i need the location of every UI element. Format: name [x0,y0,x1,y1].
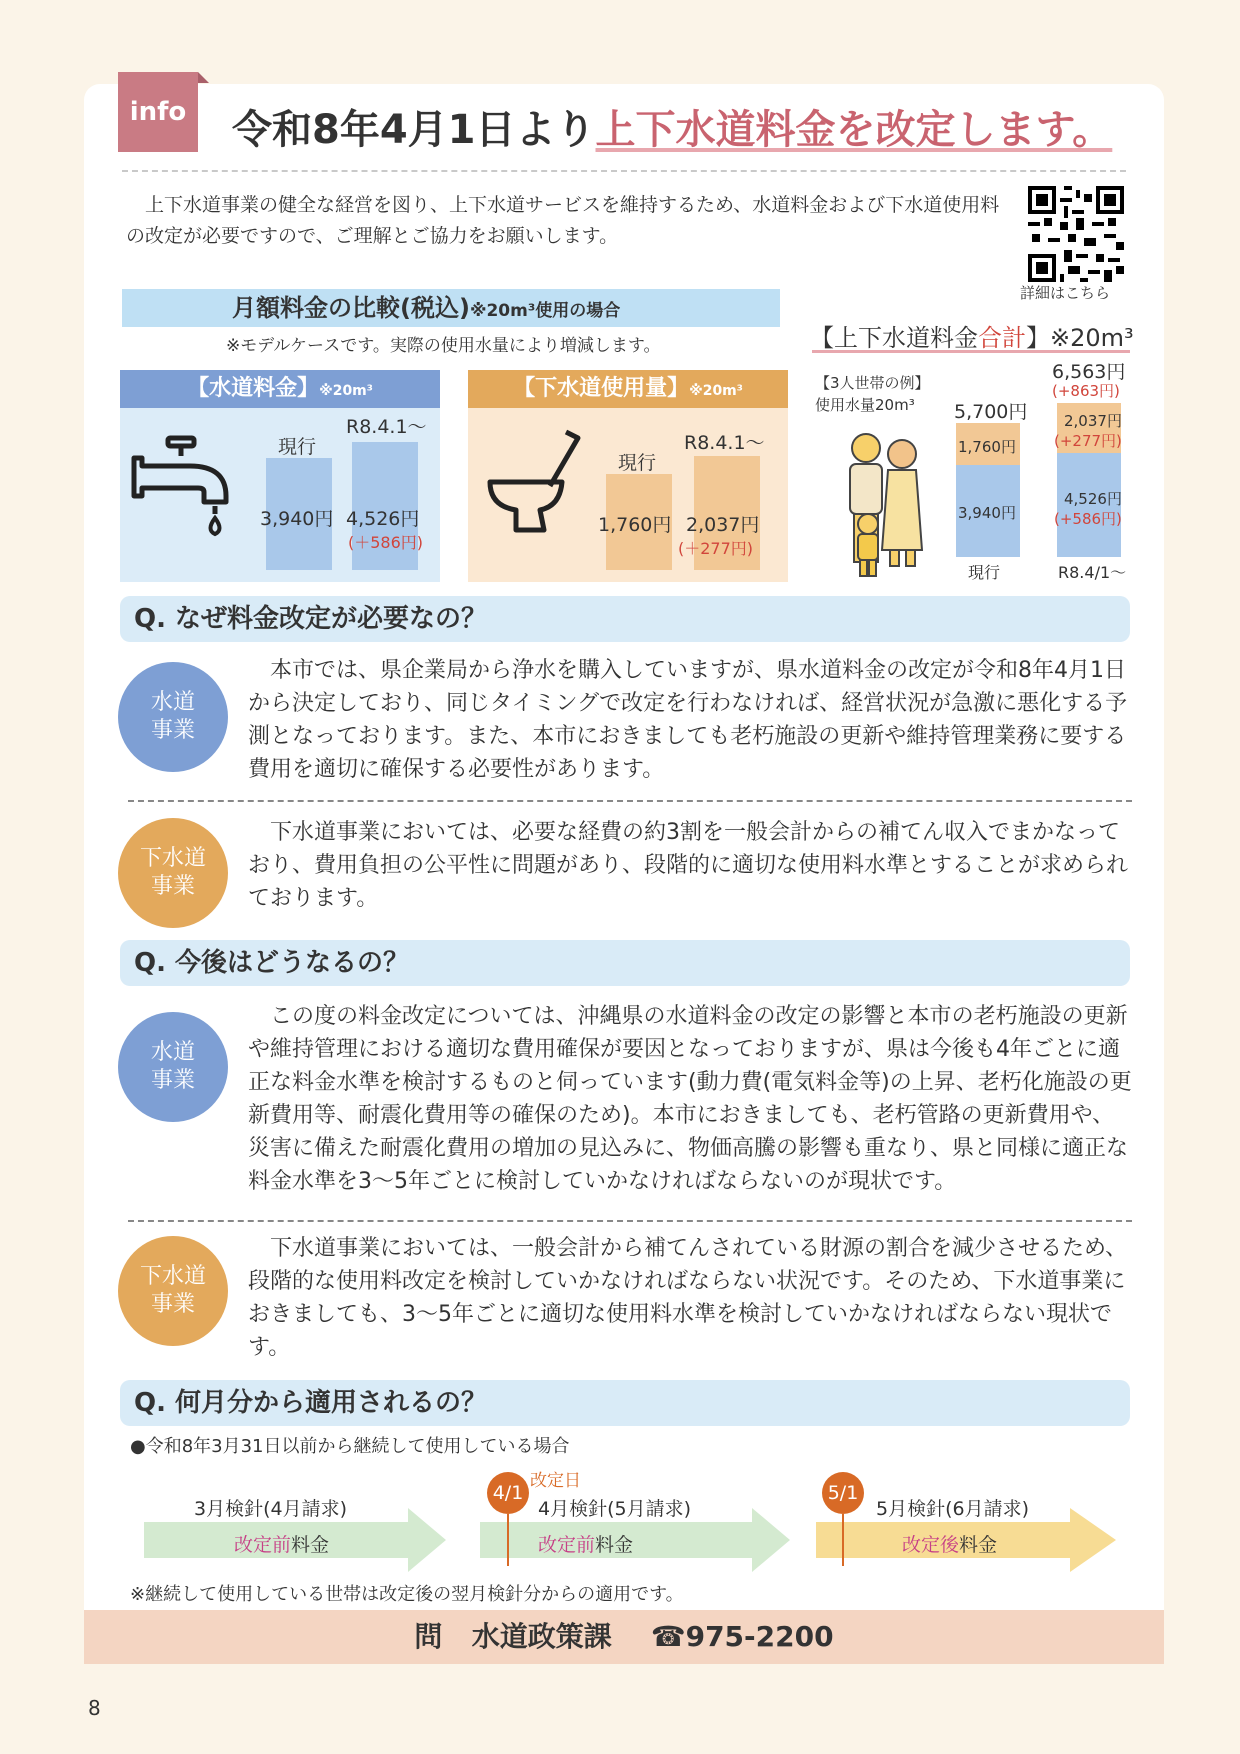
total-underline [812,350,1130,353]
date-marker-5-1: 5/1 [822,1472,864,1514]
water-panel [120,370,440,582]
total-title: 【上下水道料金合計】※20m³ [810,324,1134,352]
arrow3-top: 5月検針(6月請求) [876,1498,1030,1520]
arrow3-bottom: 改定後料金 [902,1534,998,1556]
total-new-sewer-diff: (+277円) [1054,432,1122,450]
q3-note-bottom: ※継続して使用している世帯は改定後の翌月検針分からの適用です。 [130,1584,684,1605]
total-new-total-diff: (+863円) [1052,382,1120,400]
contact-footer [84,1610,1164,1664]
sewer-panel [468,370,788,582]
arrow1-bottom: 改定前料金 [234,1534,330,1556]
sewer-diff: (＋277円) [678,539,754,558]
divider [128,800,1132,802]
total-current-sewer: 1,760円 [958,438,1016,456]
water-current-value: 3,940円 [260,508,334,530]
sewer-new-value: 2,037円 [686,514,760,536]
page-title: 令和8年4月1日より上下水道料金を改定します。 [232,107,1113,153]
q2-sewer-text: 下水道事業においては、一般会計から補てんされている財源の割合を減少させるため、段階的な使用料改定を検討していかなければならない状況です。そのため、下水道事業におきましても、3～5年ごとに適切な使用料水準を検討していかなければならない現状です。 [248,1236,1128,1360]
q1-sewer-text: 下水道事業においては、必要な経費の約3割を一般会計からの補てん収入でまかなっており、費用負担の公平性に問題があり、段階的に適切な使用料水準とすることが求められております。 [248,820,1129,911]
water-new-label: R8.4.1～ [346,416,427,438]
total-new-total: 6,563円 [1052,361,1126,383]
sewer-current-label: 現行 [618,452,657,474]
arrow1-top: 3月検針(4月請求) [194,1498,348,1520]
intro-text: 上下水道事業の健全な経営を図り、上下水道サービスを維持するため、水道料金および下水道使用料の改定が必要ですので、ご理解とご協力をお願いします。 [126,194,1000,247]
total-current-total: 5,700円 [954,401,1028,423]
total-new-sewer: 2,037円 [1064,412,1122,430]
arrow2-bottom: 改定前料金 [538,1534,634,1556]
qr-code[interactable] [1028,186,1124,282]
contact-label: 問 [414,1620,443,1653]
water-new-value: 4,526円 [346,508,420,530]
q1-water-badge: 水道 事業 [118,662,228,772]
total-new-water: 4,526円 [1064,490,1122,508]
comparison-title: 月額料金の比較(税込)※20m³使用の場合 [122,289,780,327]
comparison-note: ※モデルケースです。実際の使用水量により増減します。 [226,336,661,356]
water-diff: (＋586円) [348,533,424,552]
q2-water-text: この度の料金改定については、沖縄県の水道料金の改定の影響と本市の老朽施設の更新や維持管理における適切な費用確保が要因となっておりますが、県は今後も4年ごとに適正な料金水準を検討するものと伺っています(動力費(電気料金等)の上昇、老朽化施設の更新費用等、耐震化費用等の確保のため)。本市におきましても、老朽管路の更新費用や、災害に備えた耐震化費用の増加の見込みに、物価高騰の影響も重なり、県と同様に適正な料金水準を3～5年ごとに検討していかなければならないのが現状です。 [248,1004,1132,1194]
water-panel-head: 【水道料金】※20m³ [120,370,440,408]
date-line [842,1514,844,1566]
total-new-water-diff: (+586円) [1054,510,1122,528]
family-icon [838,420,930,580]
contact-dept: 水道政策課 [471,1620,612,1653]
page-number: 8 [88,1696,101,1720]
qr-label: 詳細はこちら [1020,284,1111,302]
sewer-current-value: 1,760円 [598,514,672,536]
arrow2-top: 4月検針(5月請求) [538,1498,692,1520]
date-marker-4-1: 4/1 [487,1472,529,1514]
toilet-icon [486,426,590,536]
water-current-label: 現行 [278,436,317,458]
q3-title: Q. 何月分から適用されるの？ [120,1380,1130,1426]
total-current-water: 3,940円 [958,504,1016,522]
total-current-label: 現行 [968,563,1001,582]
date-line [507,1514,509,1566]
kaiteibi-label: 改定日 [530,1471,581,1491]
q2-water-badge: 水道 事業 [118,1012,228,1122]
total-new-label: R8.4/1～ [1058,563,1127,582]
q1-sewer-badge: 下水道 事業 [118,818,228,928]
q2-title: Q. 今後はどうなるの？ [120,940,1130,986]
faucet-icon [130,430,242,540]
info-tag: info [118,72,198,152]
divider [122,170,1126,172]
q3-note-top: ●令和8年3月31日以前から継続して使用している場合 [130,1436,570,1457]
total-example: 【3人世帯の例】 使用水量20m³ [815,374,930,414]
divider [128,1220,1132,1222]
sewer-panel-head: 【下水道使用量】※20m³ [468,370,788,408]
q2-sewer-badge: 下水道 事業 [118,1236,228,1346]
q1-water-text: 本市では、県企業局から浄水を購入していますが、県水道料金の改定が令和8年4月1日から決定しており、同じタイミングで改定を行わなければ、経営状況が急激に悪化する予測となっております。また、本市におきましても老朽施設の更新や維持管理業務に要する費用を適切に確保する必要性があります。 [248,658,1128,782]
contact-phone[interactable]: ☎975-2200 [650,1620,834,1653]
q1-title: Q. なぜ料金改定が必要なの？ [120,596,1130,642]
sewer-new-label: R8.4.1～ [684,432,765,454]
